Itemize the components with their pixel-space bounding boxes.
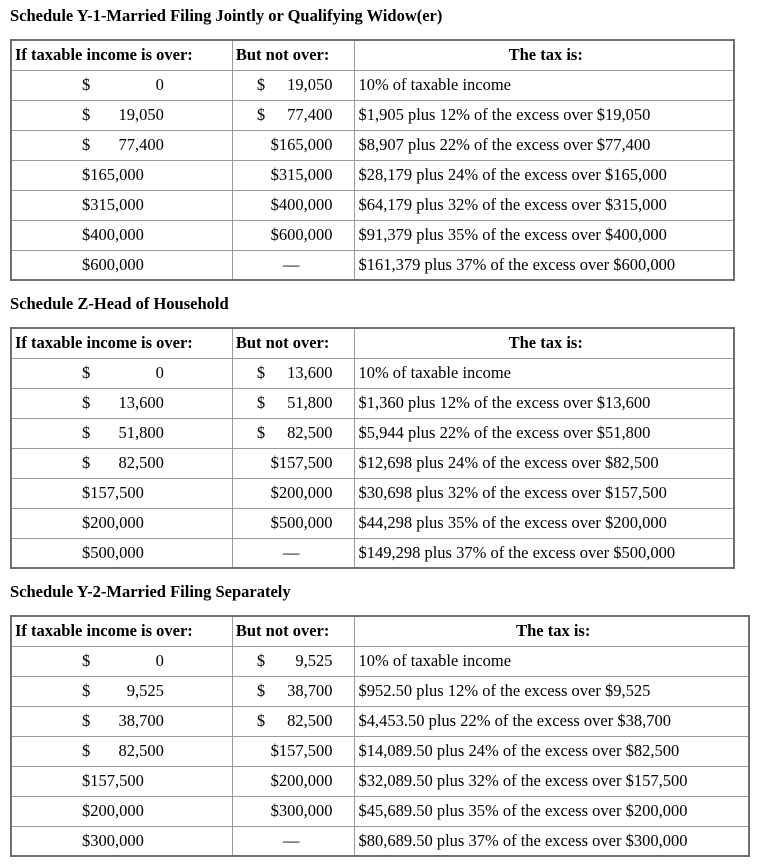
currency-symbol: $	[82, 651, 91, 670]
currency-symbol: $	[82, 393, 91, 412]
amount-value: $500,000	[82, 542, 144, 562]
currency-symbol: $	[82, 741, 91, 760]
header-tax-is: The tax is:	[355, 616, 749, 646]
tax-formula-cell: 10% of taxable income	[355, 646, 749, 676]
amount-value: $300,000	[270, 801, 333, 820]
amount-value: $200,000	[82, 801, 144, 820]
table-row	[11, 418, 734, 448]
not-over-cell	[232, 646, 355, 676]
amount-value: $165,000	[82, 165, 144, 184]
currency-symbol: $	[256, 393, 266, 412]
tax-formula-cell: $161,379 plus 37% of the excess over $600,000	[355, 250, 734, 280]
table-row	[11, 130, 734, 160]
not-over-cell	[232, 220, 355, 250]
table-row	[11, 388, 734, 418]
amount-value: 82,500	[287, 423, 333, 442]
income-over-cell	[11, 826, 232, 856]
tax-formula-cell: $28,179 plus 24% of the excess over $165,000	[355, 160, 734, 190]
amount-value: $600,000	[82, 254, 144, 274]
schedule-title: Schedule Z-Head of Household	[10, 294, 229, 313]
currency-symbol: $	[256, 423, 266, 442]
currency-symbol: $	[256, 651, 266, 670]
amount-value: 38,700	[287, 681, 333, 700]
header-income-over: If taxable income is over:	[11, 616, 232, 646]
amount-value: $157,500	[82, 771, 144, 790]
tax-formula-cell: $80,689.50 plus 37% of the excess over $300,000	[355, 826, 749, 856]
tax-formula-cell: $32,089.50 plus 32% of the excess over $157,500	[355, 766, 749, 796]
tax-formula-cell: $952.50 plus 12% of the excess over $9,525	[355, 676, 749, 706]
income-over-cell	[11, 796, 232, 826]
income-over-cell	[11, 130, 232, 160]
amount-value: 9,525	[126, 681, 164, 700]
currency-symbol: $	[82, 423, 91, 442]
no-limit-dash: —	[282, 254, 300, 274]
currency-symbol: $	[82, 363, 91, 382]
header-not-over: But not over:	[232, 328, 355, 358]
table-row	[11, 448, 734, 478]
income-over-cell	[11, 388, 232, 418]
income-over-cell	[11, 736, 232, 766]
table-row	[11, 250, 734, 280]
amount-value: 77,400	[118, 135, 164, 154]
header-income-over: If taxable income is over:	[11, 40, 232, 70]
income-over-cell	[11, 478, 232, 508]
tax-formula-cell: $91,379 plus 35% of the excess over $400,000	[355, 220, 734, 250]
not-over-cell	[232, 538, 355, 568]
table-row	[11, 190, 734, 220]
not-over-cell	[232, 160, 355, 190]
not-over-cell	[232, 676, 355, 706]
header-not-over: But not over:	[232, 40, 355, 70]
tax-formula-cell: $30,698 plus 32% of the excess over $157,500	[355, 478, 734, 508]
currency-symbol: $	[256, 711, 266, 730]
amount-value: $315,000	[82, 195, 144, 214]
header-income-over: If taxable income is over:	[11, 328, 232, 358]
amount-value: 0	[155, 651, 164, 670]
table-row	[11, 706, 749, 736]
amount-value: $165,000	[270, 135, 333, 154]
schedule-title: Schedule Y-2-Married Filing Separately	[10, 582, 291, 601]
income-over-cell	[11, 538, 232, 568]
income-over-cell	[11, 70, 232, 100]
tax-formula-cell: $14,089.50 plus 24% of the excess over $82,500	[355, 736, 749, 766]
not-over-cell	[232, 766, 355, 796]
amount-value: 19,050	[118, 105, 164, 124]
currency-symbol: $	[256, 105, 266, 124]
currency-symbol: $	[256, 75, 266, 94]
amount-value: $200,000	[270, 483, 333, 502]
amount-value: 13,600	[287, 363, 333, 382]
tax-formula-cell: $1,905 plus 12% of the excess over $19,050	[355, 100, 734, 130]
not-over-cell	[232, 706, 355, 736]
amount-value: $157,500	[270, 741, 333, 760]
amount-value: $600,000	[270, 225, 333, 244]
tax-formula-cell: $8,907 plus 22% of the excess over $77,400	[355, 130, 734, 160]
amount-value: $200,000	[270, 771, 333, 790]
tax-formula-cell: $4,453.50 plus 22% of the excess over $38,700	[355, 706, 749, 736]
table-row	[11, 220, 734, 250]
tax-schedule-table	[10, 327, 735, 569]
header-tax-is: The tax is:	[355, 328, 734, 358]
income-over-cell	[11, 358, 232, 388]
income-over-cell	[11, 190, 232, 220]
amount-value: $300,000	[82, 830, 144, 850]
table-row	[11, 646, 749, 676]
not-over-cell	[232, 190, 355, 220]
not-over-cell	[232, 418, 355, 448]
table-row	[11, 796, 749, 826]
tax-schedule-table	[10, 39, 735, 281]
tax-formula-cell: $44,298 plus 35% of the excess over $200,000	[355, 508, 734, 538]
table-row	[11, 736, 749, 766]
income-over-cell	[11, 250, 232, 280]
table-row	[11, 826, 749, 856]
table-row	[11, 676, 749, 706]
currency-symbol: $	[82, 75, 91, 94]
income-over-cell	[11, 220, 232, 250]
no-limit-dash: —	[282, 830, 300, 850]
amount-value: 0	[155, 363, 164, 382]
not-over-cell	[232, 130, 355, 160]
income-over-cell	[11, 706, 232, 736]
income-over-cell	[11, 418, 232, 448]
header-not-over: But not over:	[232, 616, 355, 646]
tax-formula-cell: $12,698 plus 24% of the excess over $82,500	[355, 448, 734, 478]
header-tax-is: The tax is:	[355, 40, 734, 70]
not-over-cell	[232, 508, 355, 538]
amount-value: 38,700	[118, 711, 164, 730]
amount-value: 9,525	[295, 651, 333, 670]
currency-symbol: $	[256, 363, 266, 382]
table-row	[11, 70, 734, 100]
no-limit-dash: —	[282, 542, 300, 562]
currency-symbol: $	[82, 711, 91, 730]
not-over-cell	[232, 478, 355, 508]
amount-value: 82,500	[287, 711, 333, 730]
income-over-cell	[11, 160, 232, 190]
currency-symbol: $	[82, 453, 91, 472]
currency-symbol: $	[256, 681, 266, 700]
tax-formula-cell: $45,689.50 plus 35% of the excess over $200,000	[355, 796, 749, 826]
amount-value: $500,000	[270, 513, 333, 532]
currency-symbol: $	[82, 681, 91, 700]
amount-value: 19,050	[287, 75, 333, 94]
income-over-cell	[11, 676, 232, 706]
not-over-cell	[232, 70, 355, 100]
table-header-row	[11, 40, 734, 70]
not-over-cell	[232, 796, 355, 826]
income-over-cell	[11, 448, 232, 478]
amount-value: 77,400	[287, 105, 333, 124]
table-row	[11, 538, 734, 568]
amount-value: 82,500	[118, 453, 164, 472]
schedule-title: Schedule Y-1-Married Filing Jointly or Qualifying Widow(er)	[10, 6, 443, 25]
amount-value: 51,800	[118, 423, 164, 442]
currency-symbol: $	[82, 135, 91, 154]
tax-formula-cell: $149,298 plus 37% of the excess over $500,000	[355, 538, 734, 568]
table-row	[11, 100, 734, 130]
table-header-row	[11, 328, 734, 358]
not-over-cell	[232, 388, 355, 418]
table-row	[11, 358, 734, 388]
not-over-cell	[232, 250, 355, 280]
currency-symbol: $	[82, 105, 91, 124]
income-over-cell	[11, 646, 232, 676]
amount-value: 0	[155, 75, 164, 94]
income-over-cell	[11, 508, 232, 538]
income-over-cell	[11, 766, 232, 796]
amount-value: $157,500	[82, 483, 144, 502]
amount-value: $315,000	[270, 165, 333, 184]
not-over-cell	[232, 736, 355, 766]
amount-value: $200,000	[82, 513, 144, 532]
tax-formula-cell: 10% of taxable income	[355, 358, 734, 388]
amount-value: $157,500	[270, 453, 333, 472]
table-row	[11, 478, 734, 508]
table-row	[11, 766, 749, 796]
tax-formula-cell: $5,944 plus 22% of the excess over $51,800	[355, 418, 734, 448]
table-row	[11, 508, 734, 538]
amount-value: 82,500	[118, 741, 164, 760]
not-over-cell	[232, 826, 355, 856]
amount-value: 13,600	[118, 393, 164, 412]
not-over-cell	[232, 448, 355, 478]
table-row	[11, 160, 734, 190]
amount-value: 51,800	[287, 393, 333, 412]
tax-formula-cell: $64,179 plus 32% of the excess over $315,000	[355, 190, 734, 220]
table-header-row	[11, 616, 749, 646]
tax-schedule-table	[10, 615, 750, 857]
income-over-cell	[11, 100, 232, 130]
not-over-cell	[232, 100, 355, 130]
amount-value: $400,000	[270, 195, 333, 214]
tax-formula-cell: 10% of taxable income	[355, 70, 734, 100]
not-over-cell	[232, 358, 355, 388]
tax-formula-cell: $1,360 plus 12% of the excess over $13,600	[355, 388, 734, 418]
amount-value: $400,000	[82, 225, 144, 244]
